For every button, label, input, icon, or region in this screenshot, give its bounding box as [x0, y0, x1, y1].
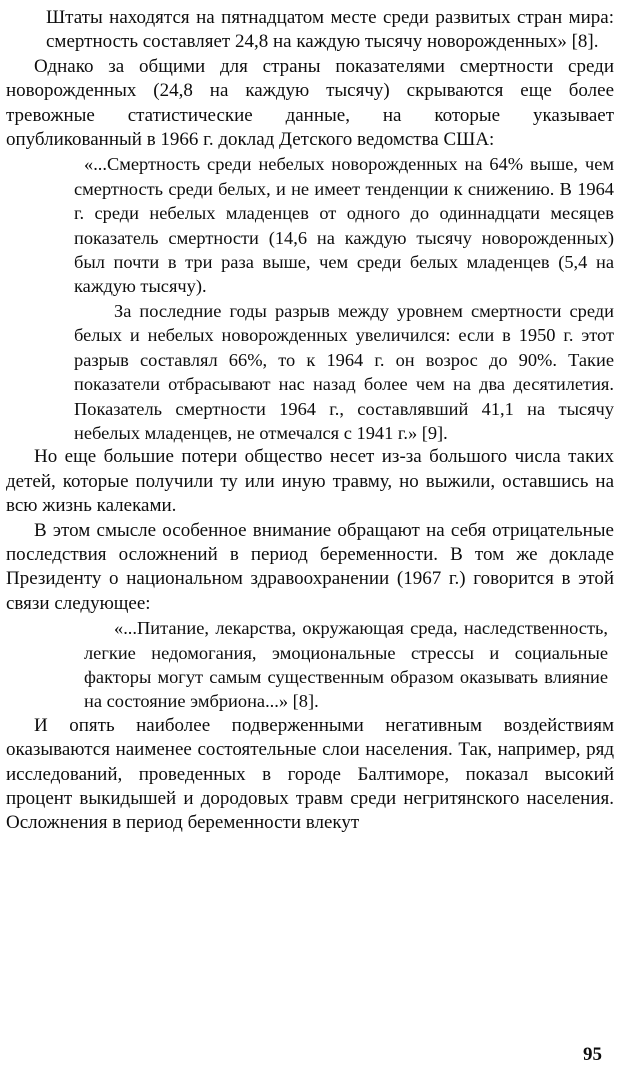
page-text [6, 6, 614, 836]
quote-paragraph: «...Смертность среди небелых новорожденных на 64% выше, чем смертность среди белых, и не имеет тенденции к снижению. В 1964 г. среди небелых младенцев от одного до одиннадцати месяцев показатель смертности (14,6 на каждую тысячу новорожденных) был почти в три раза выше, чем среди белых младенцев (5,4 на каждую тысячу). [74, 154, 614, 297]
paragraph: Однако за общими для страны показателями смертности среди новорожденных (24,8 на каждую тысячу) скрываются еще более тревожные статистические данные, на которые указывает опубликованный в 1966 г. доклад Детского ведомства США: [6, 55, 614, 151]
paragraph: И опять наиболее подверженными негативным воздействиям оказываются наименее состоятельные слои населения. Так, например, ряд исследований, проведенных в городе Балтиморе, показал высокий процент выкидышей и дородовых травм среди негритянского населения. Осложнения в период беременности влекут [6, 714, 614, 834]
paragraph-continuation: Штаты находятся на пятнадцатом месте среди развитых стран мира: смертность составляет 24,8 на каждую тысячу новорожденных» [8]. [46, 7, 614, 53]
quote-paragraph: «...Питание, лекарства, окружающая среда, наследственность, легкие недомогания, эмоциональные стрессы и социальные факторы могут самым существенным образом оказывать влияние на состояние эмбриона...» [8]. [84, 618, 608, 712]
page-number: 95 [583, 1044, 602, 1065]
quote-paragraph: За последние годы разрыв между уровнем смертности среди белых и небелых новорожденных увеличился: если в 1950 г. этот разрыв составлял 66%, то к 1964 г. он возрос до 90%. Такие показатели отбрасывают нас назад более чем на два десятилетия. Показатель смертности 1964 г., составлявший 41,1 на тысячу небелых младенцев, не отмечался с 1941 г.» [9]. [74, 300, 614, 443]
paragraph: Но еще большие потери общество несет из-за большого числа таких детей, которые получили ту или иную травму, но выжили, оставшись на всю жизнь калеками. [6, 446, 614, 517]
paragraph: В этом смысле особенное внимание обращают на себя отрицательные последствия осложнений в период беременности. В том же докладе Президенту о национальном здравоохранении (1967 г.) говорится в этой связи следующее: [6, 519, 614, 614]
